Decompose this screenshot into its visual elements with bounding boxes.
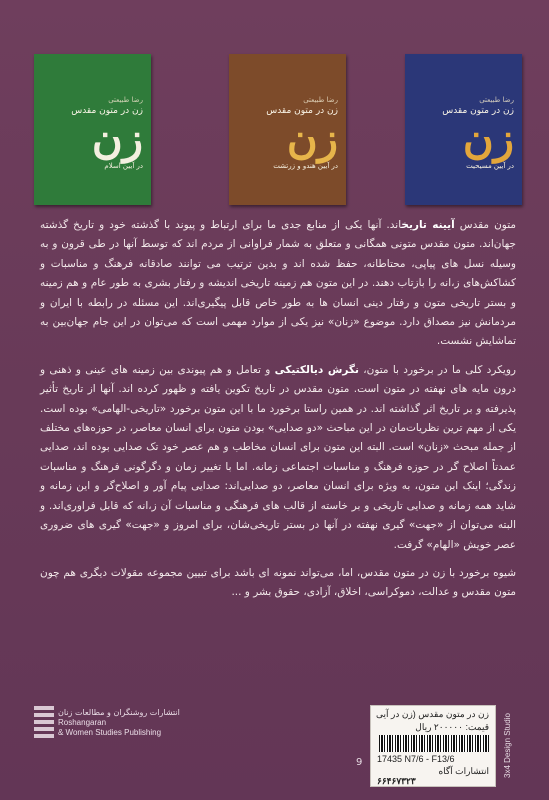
- book-title: زن در متون مقدس: [266, 106, 338, 116]
- price-sticker: [370, 705, 496, 787]
- publisher-name-fa: انتشارات روشنگران و مطالعات زنان: [58, 708, 180, 717]
- text-run: شیوه برخورد با زن در متون مقدس، اما، می‌تواند نمونه ای باشد برای تبیین مجموعه مقولات دیگری هم چون متون مقدس و عدالت، دموکراسی، اخلاق، آزادی، حقوق بشر و ...: [40, 566, 516, 599]
- book-author: رضا طبیعتی: [108, 96, 143, 104]
- text-run: اند. آنها یکی از منابع جدی ما برای ارتباط و پیوند با گذشته خود و تاریخ گذشته جهان‌اند. متون مقدس متونی همگانی و متعلق به شمار فراوانی از مردم اند که توسط آنها در طی قرون و به وسیله نسل های پیاپی، محتاطانه، حفظ شده اند و بدین ترتیب می توانند صادقانه فرهنگ و مناسبات و کشاکش‌های ز،انه را بازتاب دهند. در این متون هم زمینه تاریخی اندیشه و رفتار بشری به طور عام و هم زمینه و بستر تاریخی متون و رفتار دینی انسان ها به طور خاص قابل پیگیری‌اند. این مسئله در رابطه با ایران و مردمانش نیز مصداق دارد. موضوع «زنان» نیز یکی از موارد مهمی است که می‌توان در این جام جهان‌بین به تماشایش نشست.: [40, 219, 516, 348]
- blurb-text: [40, 216, 516, 612]
- book-subtitle: در آیین اسلام: [104, 162, 143, 170]
- design-credit: 3x4 Design Studio: [503, 713, 512, 778]
- page-number: 9: [356, 757, 363, 768]
- blurb-paragraph-1: [40, 216, 516, 352]
- blurb-paragraph-3: [40, 564, 516, 603]
- blurb-paragraph-2: [40, 361, 516, 555]
- sticker-title: زن در متون مقدس (زن در آیی: [375, 709, 489, 719]
- book-title: زن در متون مقدس: [71, 106, 143, 116]
- publisher-name-en: Roshangaran: [58, 718, 107, 727]
- book-author: رضا طبیعتی: [303, 96, 338, 104]
- sticker-code: 17435 N7/6 - F13/6: [377, 754, 455, 764]
- sticker-price: قیمت: ۲۰۰۰۰۰ ریال: [415, 722, 489, 732]
- sticker-phone: ۶۶۴۶۷۳۲۳: [377, 776, 416, 786]
- text-run: متون مقدس: [454, 219, 516, 231]
- book-subtitle: در آیین مسیحیت: [466, 162, 514, 170]
- bold-phrase: آیینه تاریخ: [401, 219, 455, 231]
- book-thumbnail-christianity: [405, 54, 522, 205]
- book-big-title: زن: [286, 114, 338, 163]
- publisher-name: [58, 708, 180, 738]
- book-big-title: زن: [462, 114, 514, 163]
- publisher-logo: [34, 704, 224, 744]
- barcode: [379, 735, 489, 752]
- text-run: و تعامل و هم پیوندی بین زمینه های عینی و ذهنی و درون مایه های نهفته در متون است. متون مقدس در تاریخ تکوین یافته و ظهور کرده اند. آنها از تاریخ تأثیر پذیرفته و بر تاریخ اثر گذاشته اند. در همین راستا برخورد ما با این متون برخورد «تاریخی-الهامی» بوده است. یکی از مهم ترین نظریات‌مان در این مباحث «دو صدایی» بودن متون برای انسان معاصر، در حوزه‌های مختلف از جمله مبحث «زنان» است. البته این متون برای انسان مخاطب و هم عصر خود تک صدایی بوده اند، صدایی عمدتاً اصلاح گر در حوزه فرهنگ و مناسبات اجتماعی زمانه. اما با تغییر زمان و دگرگونی فرهنگ و مناسبات زندگی؛ اینک این متون، به ویژه برای انسان معاصر، دو صدایی‌اند: صدایی پیام آور و اصلاح‌گر و این زمانه و شاید همه زمانه و صدایی تاریخی و بر خاسته از قالب های فرهنگی و مناسبات آن ز،انه که قابل فراوری‌اند. و البته می‌توان از «جهت» گیری نهفته در آنها در بستر تاریخی‌شان، برای امروز و «جهت» گیری های ضروری عصر خویش «الهام» گرفت.: [40, 363, 516, 551]
- bold-phrase: نگرش دیالکتیکی: [274, 363, 359, 376]
- book-thumbnail-islam: [34, 54, 151, 205]
- book-thumbnail-hindu: [229, 54, 346, 205]
- book-author: رضا طبیعتی: [479, 96, 514, 104]
- sticker-publisher: انتشارات آگاه: [438, 766, 489, 776]
- publisher-name-en-2: & Women Studies Publishing: [58, 728, 162, 737]
- book-subtitle: در آیین هندو و زرتشت: [273, 162, 338, 170]
- book-title: زن در متون مقدس: [442, 106, 514, 116]
- book-big-title: زن: [91, 114, 143, 163]
- text-run: رویکرد کلی ما در برخورد با متون،: [358, 363, 516, 376]
- publisher-logo-icon: [34, 706, 54, 742]
